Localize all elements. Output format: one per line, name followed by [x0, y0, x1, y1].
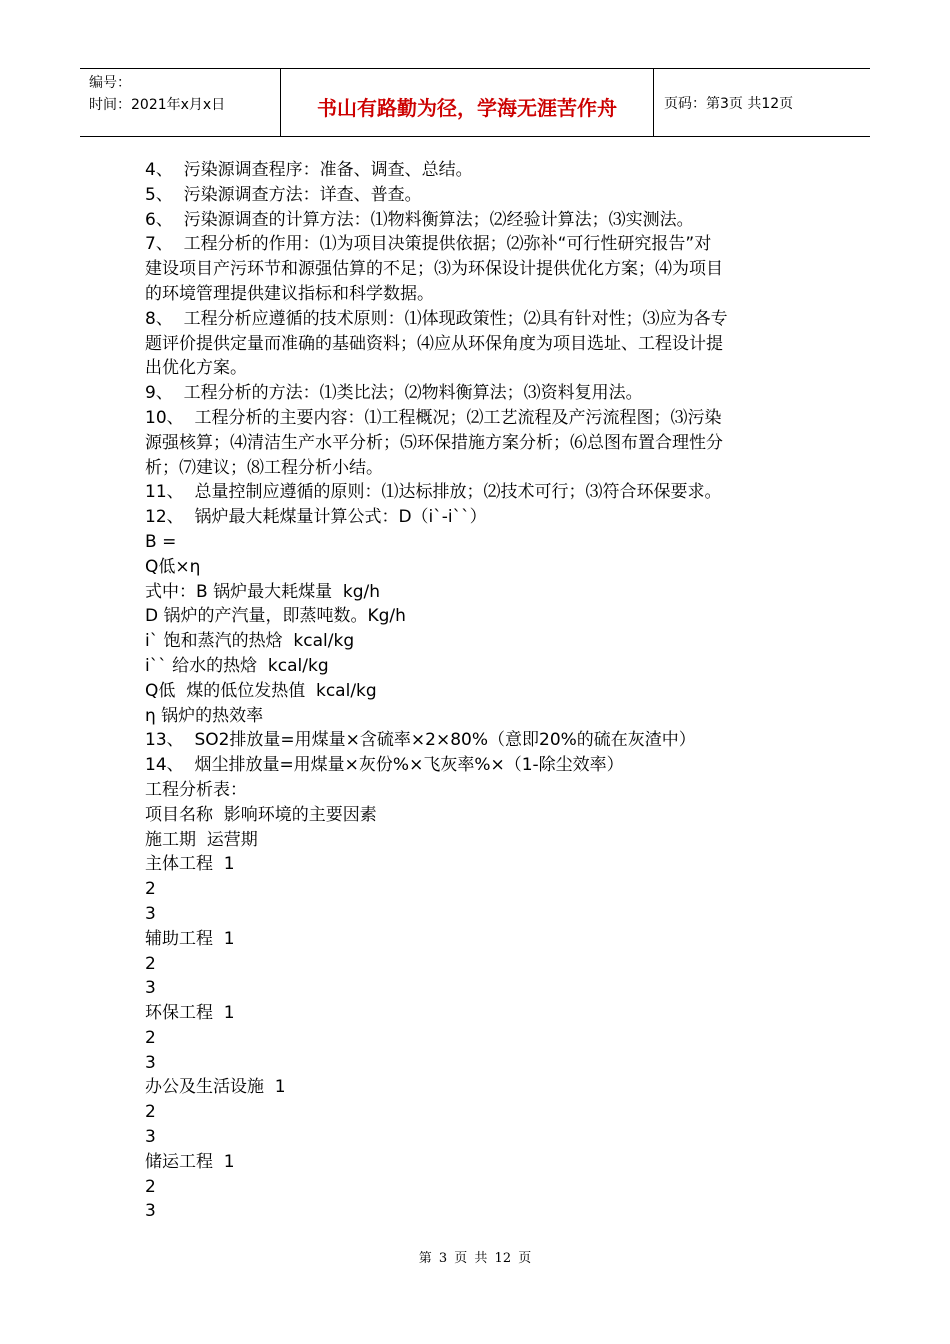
body-line: Q低×η: [145, 556, 201, 577]
body-line: 3: [145, 978, 156, 999]
body-line: i`` 给水的热焓 kcal/kg: [145, 655, 329, 676]
body-line: 出优化方案。: [145, 358, 247, 379]
header-table: [80, 68, 870, 137]
body-line: 施工期 运营期: [145, 829, 258, 850]
body-line: 析；⑺建议；⑻工程分析小结。: [145, 457, 383, 478]
body-line: 2: [145, 1102, 156, 1123]
body-line: 辅助工程 1: [145, 928, 235, 949]
body-line: 3: [145, 1127, 156, 1148]
body-line: 储运工程 1: [145, 1151, 235, 1172]
body-line: 13、 SO2排放量=用煤量×含硫率×2×80%（意即20%的硫在灰渣中）: [145, 730, 696, 751]
body-line: 的环境管理提供建议指标和科学数据。: [145, 283, 434, 304]
body-line: 7、 工程分析的作用：⑴为项目决策提供依据；⑵弥补“可行性研究报告”对: [145, 234, 712, 255]
body-line: 12、 锅炉最大耗煤量计算公式：D（i`-i``）: [145, 507, 487, 528]
number-label: 编号：: [89, 75, 131, 91]
body-line: 4、 污染源调查程序：准备、调查、总结。: [145, 160, 473, 180]
body-line: 环保工程 1: [145, 1003, 235, 1024]
body-line: 题评价提供定量而准确的基础资料；⑷应从环保角度为项目选址、工程设计提: [145, 333, 723, 354]
body-line: 3: [145, 1201, 156, 1222]
body-line: 11、 总量控制应遵循的原则：⑴达标排放；⑵技术可行；⑶符合环保要求。: [145, 482, 722, 503]
header-page-info: 页码：第3页 共12页: [664, 95, 794, 112]
body-line: 2: [145, 953, 156, 974]
body-line: 建设项目产污环节和源强估算的不足；⑶为环保设计提供优化方案；⑷为项目: [145, 259, 723, 280]
body-line: 主体工程 1: [145, 854, 235, 875]
body-line: 2: [145, 879, 156, 900]
header-motto: 书山有路勤为径，学海无涯苦作舟: [281, 69, 654, 136]
body-line: i` 饱和蒸汽的热焓 kcal/kg: [145, 631, 355, 652]
body-line: 3: [145, 903, 156, 924]
body-line: 式中：B 锅炉最大耗煤量 kg/h: [145, 581, 381, 602]
header-left-cell: [80, 69, 281, 136]
body-line: 2: [145, 1176, 156, 1197]
body-line: 工程分析表：: [145, 779, 247, 800]
body-line: η 锅炉的热效率: [145, 705, 264, 726]
body-line: 6、 污染源调查的计算方法：⑴物料衡算法；⑵经验计算法；⑶实测法。: [145, 209, 694, 230]
body-line: 2: [145, 1027, 156, 1048]
body-line: 项目名称 影响环境的主要因素: [145, 804, 377, 825]
body-line: 办公及生活设施 1: [145, 1077, 286, 1098]
body-line: 5、 污染源调查方法：详查、普查。: [145, 184, 422, 205]
body-line: 3: [145, 1052, 156, 1073]
time-label: 时间：2021年x月x日: [89, 97, 226, 113]
body-line: 8、 工程分析应遵循的技术原则：⑴体现政策性；⑵具有针对性；⑶应为各专: [145, 308, 728, 329]
body-line: D 锅炉的产汽量，即蒸吨数。Kg/h: [145, 606, 406, 627]
body-line: B =: [145, 531, 177, 552]
body-line: 源强核算；⑷清洁生产水平分析；⑸环保措施方案分析；⑹总图布置合理性分: [145, 432, 723, 453]
body-line: 10、 工程分析的主要内容：⑴工程概况；⑵工艺流程及产污流程图；⑶污染: [145, 407, 722, 428]
body-line: Q低 煤的低位发热值 kcal/kg: [145, 680, 377, 701]
page-footer: 第 3 页 共 12 页: [418, 1251, 532, 1266]
document-body: [145, 158, 815, 1224]
body-line: 14、 烟尘排放量=用煤量×灰份%×飞灰率%×（1-除尘效率）: [145, 755, 624, 776]
body-line: 9、 工程分析的方法：⑴类比法；⑵物料衡算法；⑶资料复用法。: [145, 383, 643, 404]
